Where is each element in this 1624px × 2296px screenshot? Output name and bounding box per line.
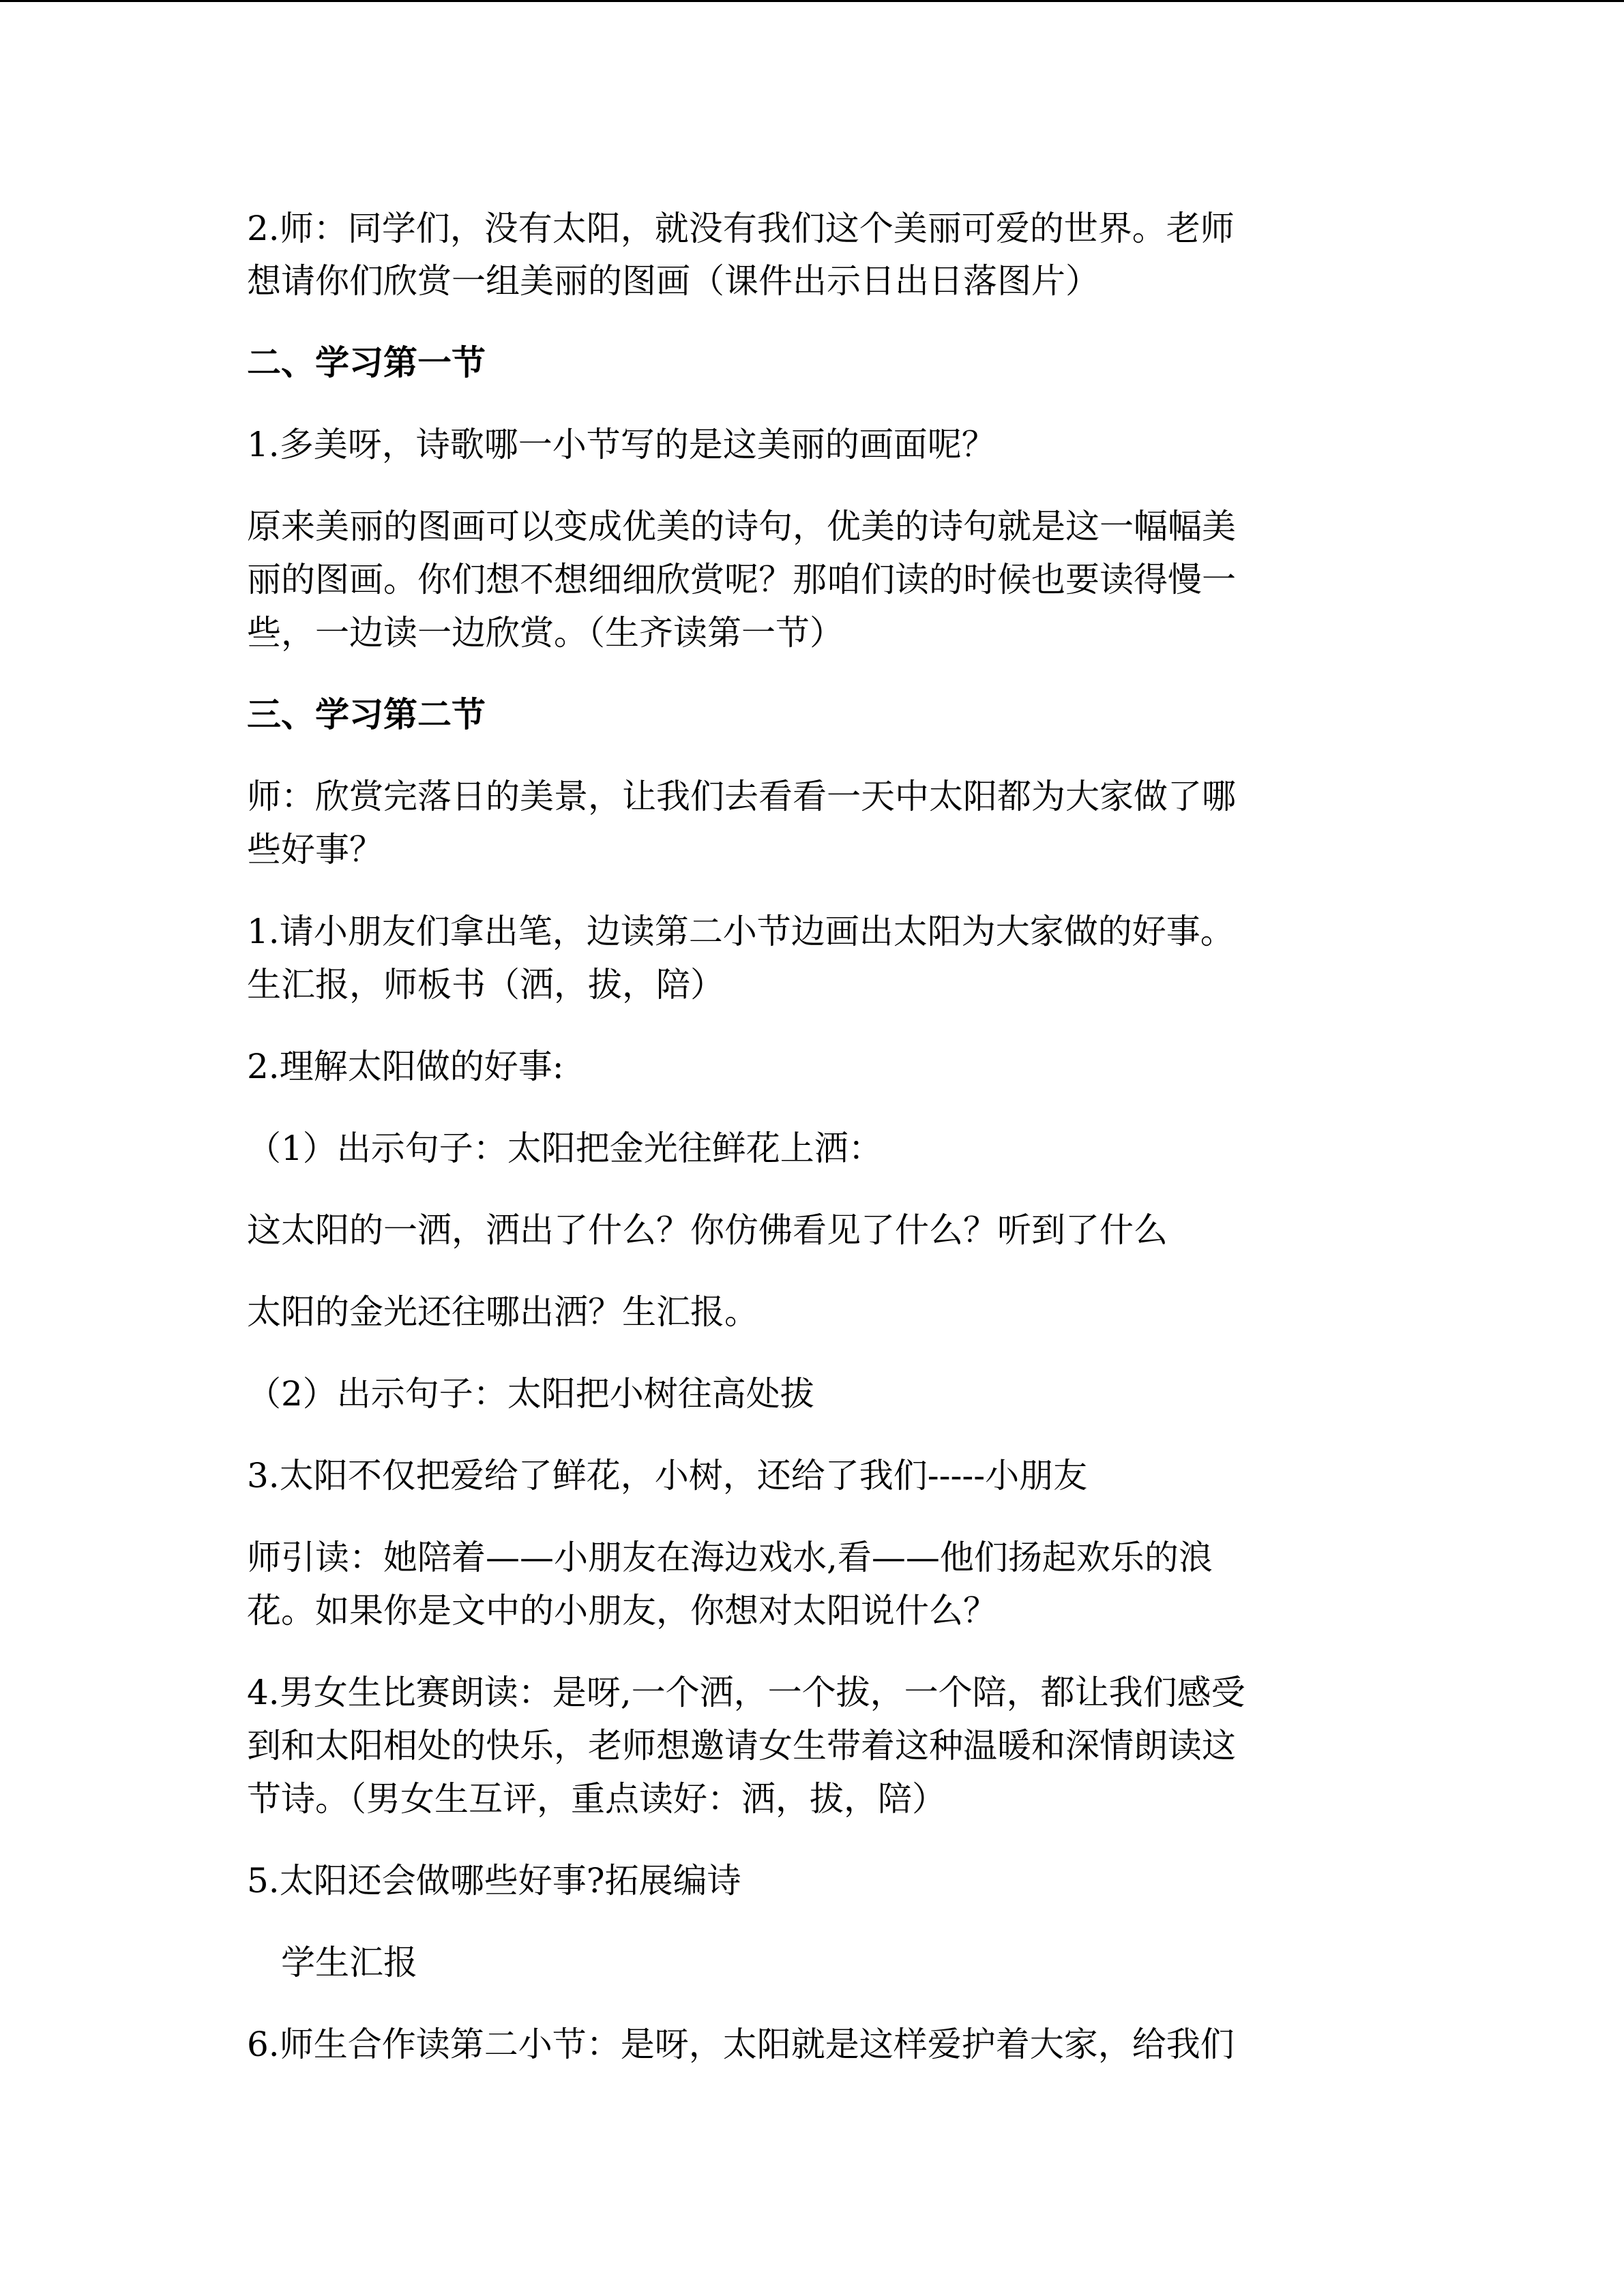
- paragraph-line: 想请你们欣赏一组美丽的图画（课件出示日出日落图片）: [247, 261, 1099, 301]
- paragraph-line: 师：欣赏完落日的美景，让我们去看看一天中太阳都为大家做了哪: [247, 777, 1236, 816]
- paragraph-line: 3.太阳不仅把爱给了鲜花，小树，还给了我们-----小朋友: [247, 1456, 1088, 1495]
- paragraph-line: 1.多美呀，诗歌哪一小节写的是这美丽的画面呢？: [247, 425, 996, 464]
- paragraph-line: 师引读：她陪着——小朋友在海边戏水,看——他们扬起欢乐的浪: [247, 1538, 1213, 1577]
- paragraph-line: （1）出示句子：太阳把金光往鲜花上洒：: [247, 1129, 883, 1168]
- paragraph-line: 1.请小朋友们拿出笔，边读第二小节边画出太阳为大家做的好事。: [247, 912, 1235, 951]
- paragraph-line: 些，一边读一边欣赏。（生齐读第一节）: [247, 613, 844, 653]
- paragraph-line: 原来美丽的图画可以变成优美的诗句，优美的诗句就是这一幅幅美: [247, 507, 1236, 546]
- paragraph-line: （2）出示句子：太阳把小树往高处拔: [247, 1374, 814, 1414]
- paragraph-line: 2.理解太阳做的好事:: [247, 1047, 564, 1086]
- paragraph-line: 5.太阳还会做哪些好事?拓展编诗: [247, 1861, 741, 1900]
- section-heading: 三、学习第二节: [247, 694, 486, 734]
- paragraph-line: 学生汇报: [247, 1943, 417, 1982]
- paragraph-line: 太阳的金光还往哪出洒？生汇报。: [247, 1292, 758, 1332]
- paragraph-line: 丽的图画。你们想不想细细欣赏呢？那咱们读的时候也要读得慢一: [247, 560, 1236, 599]
- paragraph-line: 4.男女生比赛朗读：是呀,一个洒，一个拔，一个陪，都让我们感受: [247, 1673, 1245, 1712]
- paragraph-line: 6.师生合作读第二小节：是呀，太阳就是这样爱护着大家，给我们: [247, 2025, 1235, 2064]
- paragraph-line: 节诗。（男女生互评，重点读好：洒，拔，陪）: [247, 1779, 946, 1819]
- paragraph-line: 些好事？: [247, 830, 383, 869]
- paragraph-line: 生汇报，师板书（洒，拔，陪）: [247, 965, 724, 1004]
- paragraph-line: 这太阳的一洒，洒出了什么？你仿佛看见了什么？听到了什么: [247, 1210, 1168, 1250]
- paragraph-line: 到和太阳相处的快乐，老师想邀请女生带着这种温暖和深情朗读这: [247, 1726, 1236, 1765]
- paragraph-line: 花。如果你是文中的小朋友，你想对太阳说什么？: [247, 1591, 997, 1630]
- section-heading: 二、学习第一节: [247, 342, 486, 383]
- paragraph-line: 2.师：同学们，没有太阳，就没有我们这个美丽可爱的世界。老师: [247, 209, 1235, 248]
- page-top-border: [0, 0, 1624, 2]
